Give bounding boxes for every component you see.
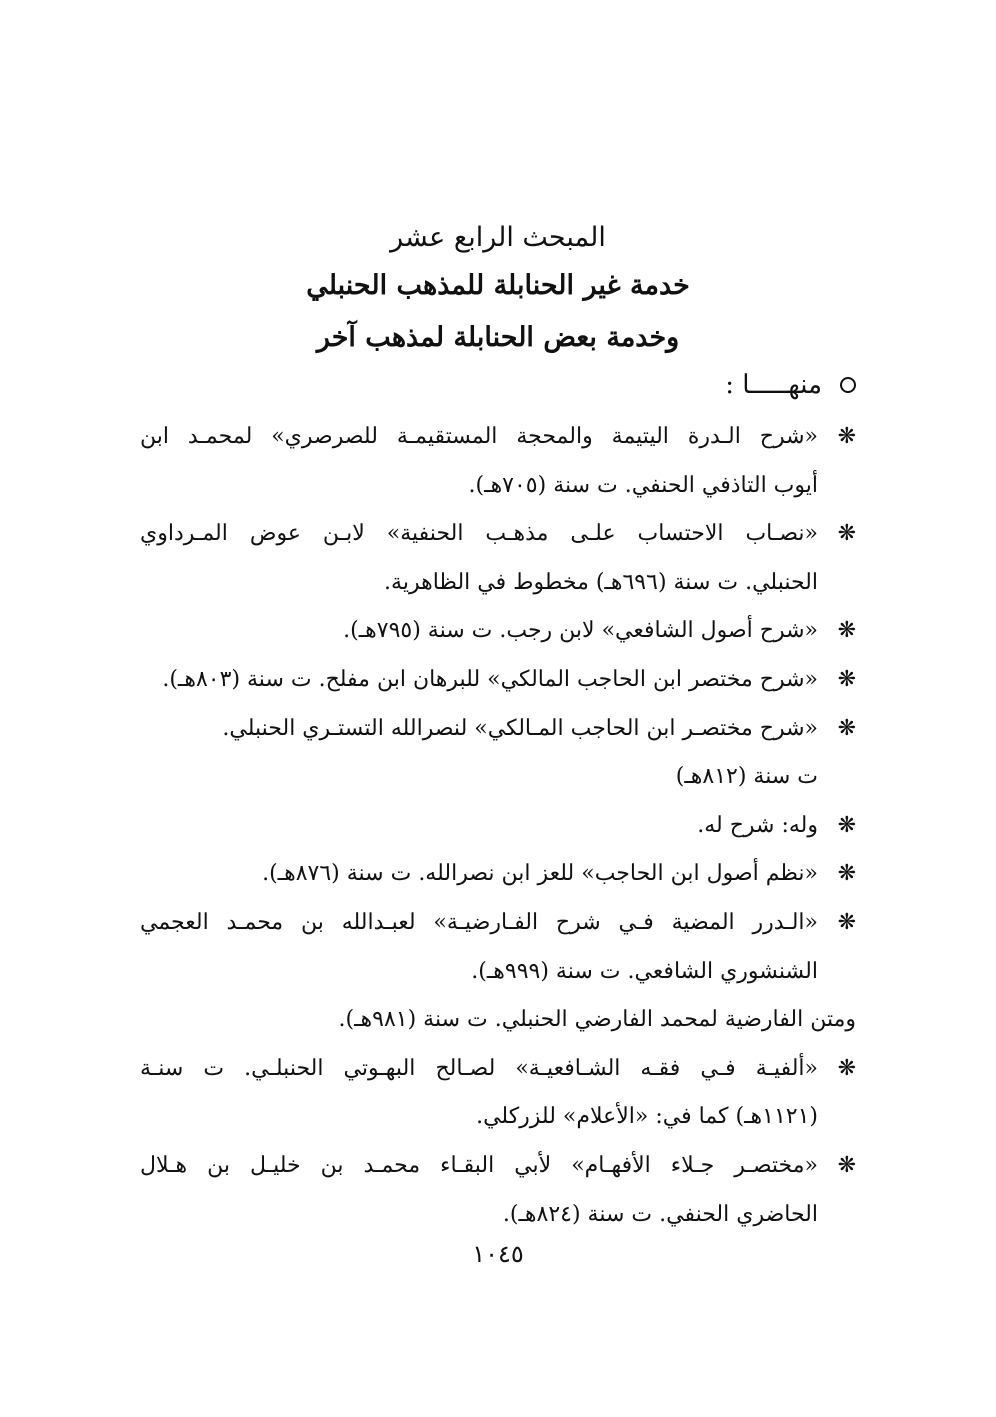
entry-line: الشنشوري الشافعي. ت سنة (٩٩٩هـ). [471,958,818,984]
intro-line [725,370,856,400]
page-number: ١٠٤٥ [472,1240,524,1268]
bullet-icon: ❋ [837,861,856,887]
entry-line: ❋«شرح مختصر ابن الحاجب المالكي» للبرهان ابن مفلح. ت سنة (٨٠٣هـ). [140,656,856,705]
bullet-icon: ❋ [837,424,856,449]
entry-line: ❋«شرح الـدرة اليتيمة والمحجة المستقيمـة للصرصري» لمحمـد ابن [140,413,856,462]
bullet-icon: ❋ [837,666,856,692]
intro-text: منهـــــا : [725,370,822,400]
section-label: المبحث الرابع عشر [390,222,606,253]
entry-line: ومتن الفارضية لمحمد الفارضي الحنبلي. ت سنة (٩٨١هـ). [338,1007,856,1033]
entry-line: ت سنة (٨١٢هـ) [675,764,818,790]
entry-line: ❋«ألفيـة فـي فقـه الشـافعيـة» لصـالح البهـوتي الحنبلـي. ت سنـة [140,1045,856,1094]
bullet-icon: ❋ [837,618,856,644]
bullet-icon: ❋ [837,521,856,547]
entry-line: ❋«مختصـر جـلاء الأفهـام» لأبي البقـاء محمـد بن خليـل بن هـلال [140,1142,856,1191]
bullet-icon: ❋ [837,909,856,935]
entry-line: ❋«شرح مختصـر ابن الحاجب المـالكي» لنصرالله التستـري الحنبلي. [140,705,856,754]
entry-line: ❋«شرح أصول الشافعي» لابن رجب. ت سنة (٧٩٥هـ). [140,607,856,656]
entry-line: (١١٢١هـ) كما في: «الأعلام» للزركلي. [476,1104,818,1130]
entry-line: ❋«نصـاب الاحتساب علـى مذهـب الحنفية» لابـن عوض المـرداوي [140,510,856,559]
bullet-icon: ❋ [837,715,856,741]
entry-line: الحنبلي. ت سنة (٦٩٦هـ) مخطوط في الظاهرية. [384,569,818,595]
circle-icon [840,377,856,393]
bullet-icon: ❋ [837,1055,856,1081]
entry-line: ❋وله: شرح له. [140,802,856,851]
entry-line: ❋«الـدرر المضية فـي شرح الفـارضيـة» لعبـدالله بن محمـد العجمي [140,899,856,948]
title-line-2: وخدمة بعض الحنابلة لمذهب آخر [316,322,680,353]
entry-line: أيوب التاذفي الحنفي. ت سنة (٧٠٥هـ). [468,472,818,498]
bullet-icon: ❋ [837,1152,856,1178]
title-line-1: خدمة غير الحنابلة للمذهب الحنبلي [306,270,690,301]
entries-list [140,413,856,1239]
entry-line: ❋«نظم أصول ابن الحاجب» للعز ابن نصرالله. ت سنة (٨٧٦هـ). [140,850,856,899]
entry-line: الحاضري الحنفي. ت سنة (٨٢٤هـ). [502,1201,818,1227]
bullet-icon: ❋ [837,812,856,838]
